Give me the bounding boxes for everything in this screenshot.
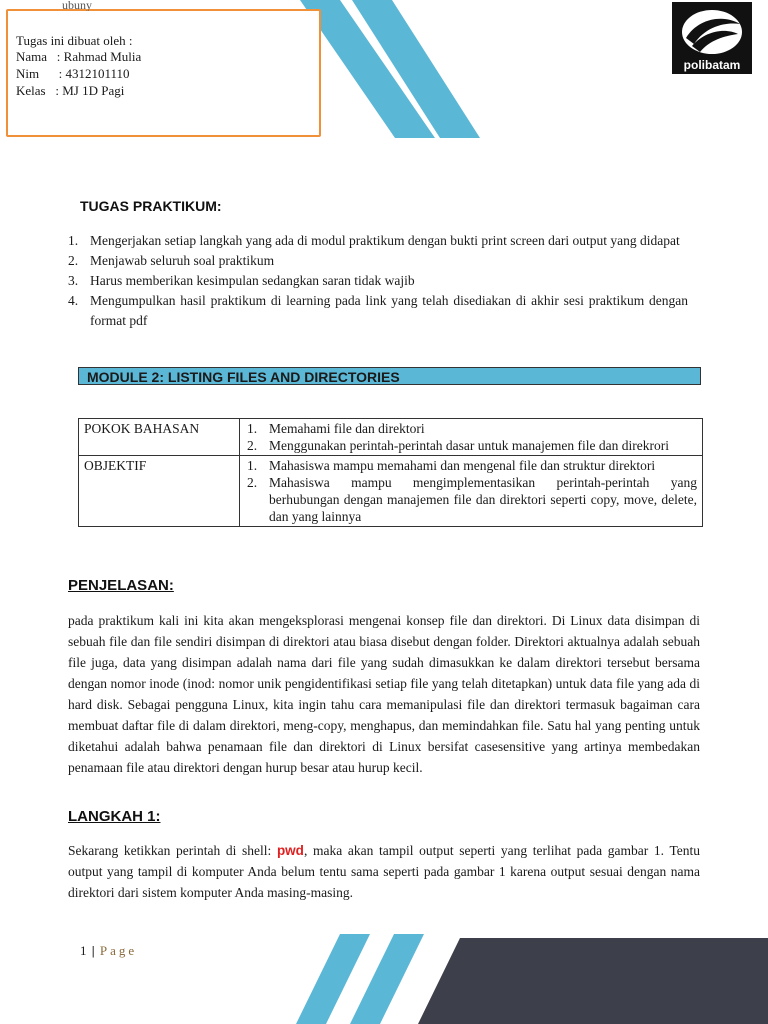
list-item-text: Menjawab seluruh soal praktikum <box>90 253 275 268</box>
list-item-number: 1. <box>68 233 79 248</box>
polibatam-logo <box>672 2 752 74</box>
list-item-text: Mengerjakan setiap langkah yang ada di modul praktikum dengan bukti print screen dari output yang didapat <box>90 233 680 248</box>
list-item-number: 1. <box>247 458 258 473</box>
page-label: Page <box>99 943 138 958</box>
list-item <box>245 474 697 525</box>
list-item-number: 4. <box>68 293 79 308</box>
list-item-number: 1. <box>247 421 258 436</box>
page-separator: | <box>91 943 96 958</box>
list-item-number: 3. <box>68 273 79 288</box>
list-item <box>68 291 688 331</box>
command-pwd: pwd <box>276 843 304 858</box>
list-item-text: Harus memberikan kesimpulan sedangkan saran tidak wajib <box>90 273 415 288</box>
langkah-1-text-before: Sekarang ketikkan perintah di shell: <box>68 843 277 858</box>
langkah-1-body <box>68 840 700 903</box>
module-title-bar: MODULE 2: LISTING FILES AND DIRECTORIES <box>78 367 701 385</box>
author-name: Nama : Rahmad Mulia <box>16 49 142 64</box>
tasks-title: TUGAS PRAKTIKUM: <box>80 198 222 214</box>
table-row-label: OBJEKTIF <box>79 456 240 527</box>
list-item-text: Mengumpulkan hasil praktikum di learning pada link yang telah disediakan di akhir sesi praktikum dengan format pdf <box>90 293 688 328</box>
list-item <box>245 437 697 454</box>
footer-decoration <box>0 934 768 1024</box>
list-item-number: 2. <box>247 438 258 453</box>
author-class: Kelas : MJ 1D Pagi <box>16 83 125 98</box>
penjelasan-body: pada praktikum kali ini kita akan mengeksplorasi mengenai konsep file dan direktori. Di Linux data disimpan di sebuah file dan file sendiri disimpan di direktori atau biasa disebut dengan folder. Direktori aktualnya adalah sebuah file juga, data yang disimpan adalah nama dari file yang sudah dimasukkan ke dalam direktori tersebut bersama dengan nomor inode (inod: nomor unik pengidentifikasi setiap file yang telah ditetapkan) untuk data file yang ada di hard disk. Sebagai pengguna Linux, kita ingin tahu cara memanipulasi file dan direktori termasuk bagaiman cara membuat daftar file di dalam direktori, meng-copy, menghapus, dan memindahkan file. Satu hal yang penting untuk diketahui adalah bahwa penamaan file dan direktori di Linux bersifat casesensitive yang artinya membedakan penamaan file atau direktori dengan hurup besar atau hurup kecil. <box>68 613 700 775</box>
author-info-box <box>6 1 321 137</box>
list-item-number: 2. <box>247 475 258 490</box>
table-row <box>79 419 703 456</box>
penjelasan-title: PENJELASAN: <box>68 577 174 594</box>
list-item <box>245 457 697 474</box>
langkah-1-title: LANGKAH 1: <box>68 808 161 825</box>
logo-text: polibatam <box>683 58 741 72</box>
list-item-text: Mahasiswa mampu mengimplementasikan perintah-perintah yang berhubungan dengan manajemen file dan direktori seperti copy, move, delete, dan yang lainnya <box>269 475 697 524</box>
list-item-text: Menggunakan perintah-perintah dasar untuk manajemen file dan direkrori <box>269 438 669 453</box>
list-item-text: Memahami file dan direktori <box>269 421 425 436</box>
topic-objective-table <box>78 418 703 527</box>
list-item <box>68 251 688 271</box>
langkah-1-text-after: , maka akan tampil output seperti yang terlihat pada gambar 1. Tentu output yang tampil di komputer Anda belum tentu sama seperti pada gambar 1 karena output sesuai dengan nama direktori dari sistem komputer Anda masing-masing. <box>68 843 700 900</box>
list-item <box>245 420 697 437</box>
list-item <box>68 271 688 291</box>
assignment-by-label: Tugas ini dibuat oleh : <box>16 33 133 48</box>
list-item-text: Mahasiswa mampu memahami dan mengenal file dan struktur direktori <box>269 458 656 473</box>
table-row-content <box>240 456 703 527</box>
cutoff-text: ubuny <box>62 1 92 11</box>
logo-swirl-icon <box>672 4 752 60</box>
table-row <box>79 456 703 527</box>
table-row-content <box>240 419 703 456</box>
author-nim: Nim : 4312101110 <box>16 66 130 81</box>
task-list <box>68 231 688 331</box>
list-item <box>68 231 688 251</box>
footer-dark-band <box>418 938 768 1024</box>
page-number: 1 <box>80 943 88 958</box>
list-item-number: 2. <box>68 253 79 268</box>
table-row-label: POKOK BAHASAN <box>79 419 240 456</box>
